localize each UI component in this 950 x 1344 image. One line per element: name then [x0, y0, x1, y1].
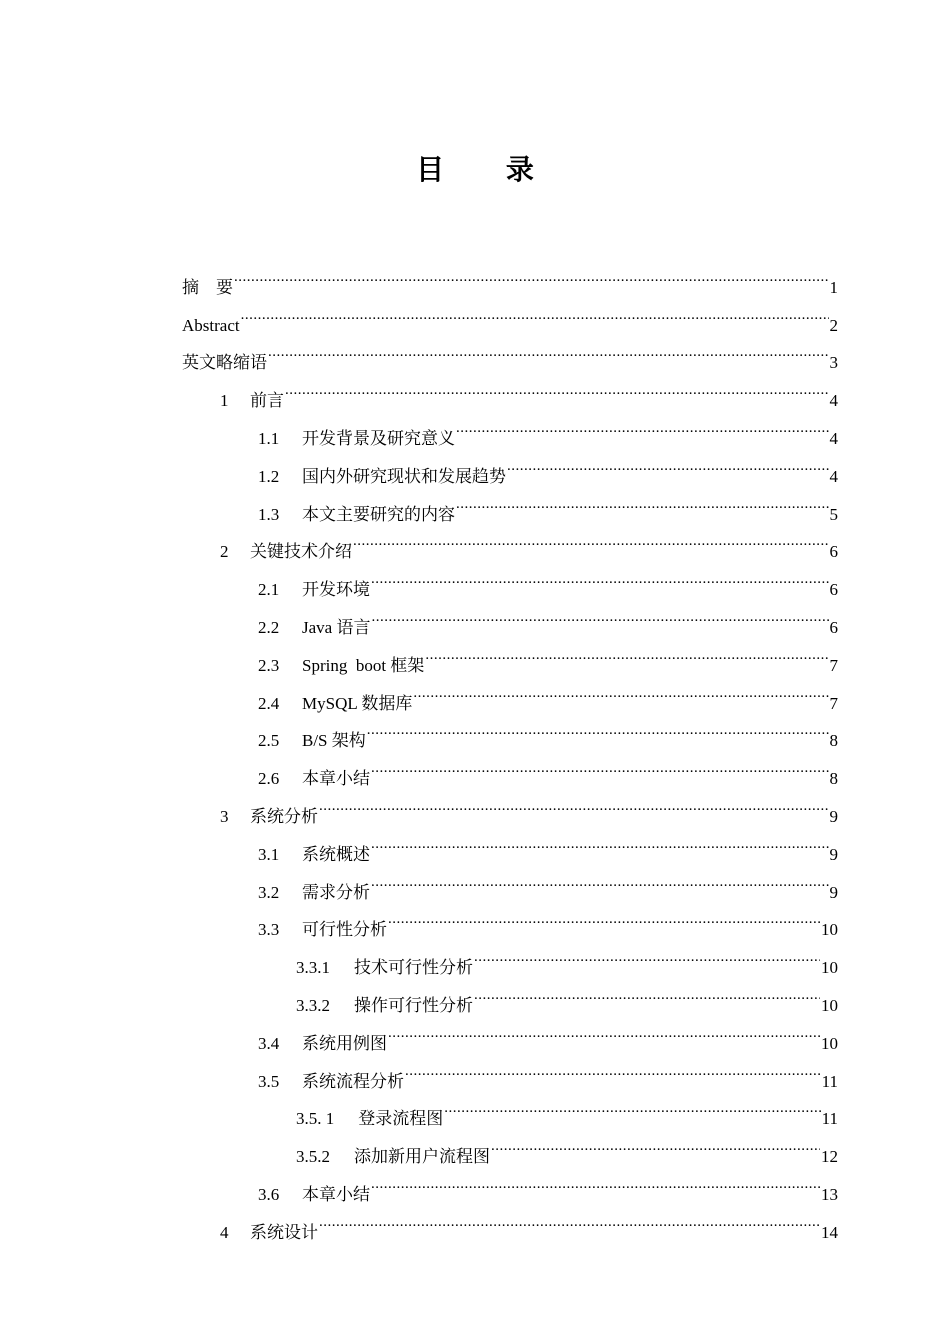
- toc-entry-number: 3.6: [258, 1184, 280, 1204]
- toc-entry-page-number: 9: [829, 844, 838, 864]
- toc-entry-page-number: 8: [829, 769, 838, 789]
- toc-entry-label: 系统流程分析: [302, 1071, 404, 1091]
- toc-title: 目 录: [416, 153, 560, 186]
- toc-entry[interactable]: [182, 973, 838, 1015]
- toc-entry-label: 登录流程图: [354, 1109, 444, 1129]
- toc-dot-leader: [371, 860, 829, 898]
- toc-entry-number: 3.5. 1: [296, 1109, 335, 1129]
- toc-entry-page-number: 2: [829, 315, 838, 335]
- toc-entry-page-number: 6: [829, 617, 838, 637]
- toc-dot-leader: [241, 293, 829, 331]
- toc-entry-label: 系统概述: [302, 844, 370, 864]
- toc-entry-number: 2.1: [258, 580, 280, 600]
- toc-entry-number: 2: [220, 542, 229, 562]
- toc-dot-leader: [388, 1011, 820, 1049]
- toc-entry-page-number: 7: [829, 693, 838, 713]
- toc-entry-label: 国内外研究现状和发展趋势: [302, 466, 506, 486]
- toc-dot-leader: [371, 822, 829, 860]
- table-of-contents: [182, 255, 838, 1242]
- toc-entry-number: 3.5: [258, 1071, 280, 1091]
- toc-dot-leader: [405, 1049, 821, 1087]
- toc-entry-page-number: 11: [821, 1109, 838, 1129]
- toc-entry-number: 3: [220, 806, 229, 826]
- toc-dot-leader: [353, 520, 829, 558]
- toc-entry-page-number: 6: [829, 580, 838, 600]
- toc-entry-label: Spring boot 框架: [302, 655, 425, 675]
- toc-dot-leader: [413, 671, 828, 709]
- toc-dot-leader: [371, 557, 829, 595]
- toc-entry-label: 系统分析: [250, 806, 318, 826]
- toc-entry-number: 2.4: [258, 693, 280, 713]
- toc-entry-page-number: 6: [829, 542, 838, 562]
- toc-dot-leader: [507, 444, 829, 482]
- toc-entry-label: 需求分析: [302, 882, 370, 902]
- toc-entry-number: 3.3.1: [296, 958, 330, 978]
- toc-entry-number: 2.2: [258, 617, 280, 637]
- toc-dot-leader: [456, 482, 829, 520]
- toc-entry-label: 本章小结: [302, 1184, 370, 1204]
- toc-entry-number: 3.3: [258, 920, 280, 940]
- toc-entry-page-number: 13: [821, 1184, 838, 1204]
- toc-entry-page-number: 4: [829, 428, 838, 448]
- toc-entry-label: 系统设计: [250, 1222, 318, 1242]
- toc-entry-label: 开发背景及研究意义: [302, 428, 455, 448]
- toc-entry-number: 2.3: [258, 655, 280, 675]
- toc-entry-page-number: 12: [821, 1147, 838, 1167]
- toc-entry-label: 添加新用户流程图: [354, 1147, 490, 1167]
- toc-dot-leader: [425, 633, 828, 671]
- toc-dot-leader: [371, 595, 828, 633]
- toc-dot-leader: [388, 898, 820, 936]
- toc-entry-number: 3.3.2: [296, 995, 330, 1015]
- toc-entry-page-number: 10: [821, 920, 838, 940]
- toc-entry-number: 1.2: [258, 466, 280, 486]
- toc-entry-page-number: 11: [821, 1071, 838, 1091]
- toc-entry[interactable]: [182, 1124, 838, 1167]
- toc-entry-page-number: 10: [821, 958, 838, 978]
- toc-entry-label: Java 语言: [302, 617, 371, 637]
- toc-entry-number: 2.6: [258, 769, 280, 789]
- toc-entry-page-number: 14: [821, 1222, 838, 1242]
- toc-entry-label: 关键技术介绍: [250, 542, 352, 562]
- toc-entry[interactable]: [182, 255, 838, 297]
- toc-entry-label: 本章小结: [302, 769, 370, 789]
- toc-entry-page-number: 8: [829, 731, 838, 751]
- toc-entry[interactable]: [182, 293, 838, 335]
- toc-entry-number: 2.5: [258, 731, 280, 751]
- toc-entry-number: 4: [220, 1222, 229, 1242]
- toc-dot-leader: [474, 973, 820, 1011]
- toc-entry-page-number: 10: [821, 995, 838, 1015]
- toc-entry[interactable]: [182, 331, 838, 373]
- toc-dot-leader: [456, 406, 829, 444]
- toc-dot-leader: [285, 368, 829, 406]
- toc-entry-label: B/S 架构: [302, 731, 366, 751]
- toc-entry-page-number: 9: [829, 882, 838, 902]
- toc-entry-page-number: 4: [829, 466, 838, 486]
- toc-entry-page-number: 9: [829, 806, 838, 826]
- toc-entry-number: 1: [220, 391, 229, 411]
- toc-entry-page-number: 4: [829, 391, 838, 411]
- toc-entry-number: 1.3: [258, 504, 280, 524]
- toc-dot-leader: [319, 1200, 820, 1238]
- toc-dot-leader: [474, 935, 820, 973]
- toc-entry-label: 摘 要: [182, 277, 233, 297]
- toc-entry-label: Abstract: [182, 315, 240, 335]
- toc-entry-label: 开发环境: [302, 580, 370, 600]
- toc-entry-page-number: 10: [821, 1033, 838, 1053]
- toc-entry-number: 3.2: [258, 882, 280, 902]
- toc-entry-number: 3.4: [258, 1033, 280, 1053]
- toc-entry-number: 3.1: [258, 844, 280, 864]
- toc-dot-leader: [268, 331, 829, 369]
- toc-entry-label: 系统用例图: [302, 1033, 387, 1053]
- toc-entry-label: 英文略缩语: [182, 353, 267, 373]
- toc-dot-leader: [234, 255, 829, 293]
- toc-entry-page-number: 5: [829, 504, 838, 524]
- toc-dot-leader: [371, 746, 829, 784]
- toc-entry-page-number: 1: [829, 277, 838, 297]
- toc-entry[interactable]: [182, 1011, 838, 1053]
- toc-entry-label: 技术可行性分析: [354, 958, 473, 978]
- toc-entry-label: 操作可行性分析: [354, 995, 473, 1015]
- toc-entry-label: 前言: [250, 391, 284, 411]
- toc-entry-label: MySQL 数据库: [302, 693, 413, 713]
- toc-entry[interactable]: [182, 368, 838, 411]
- toc-dot-leader: [371, 1162, 820, 1200]
- toc-entry-label: 本文主要研究的内容: [302, 504, 455, 524]
- toc-dot-leader: [319, 784, 829, 822]
- toc-entry-page-number: 7: [829, 655, 838, 675]
- toc-dot-leader: [444, 1087, 820, 1125]
- toc-entry[interactable]: [182, 1162, 838, 1204]
- toc-dot-leader: [491, 1124, 820, 1162]
- toc-entry-number: 3.5.2: [296, 1147, 330, 1167]
- toc-dot-leader: [367, 709, 829, 747]
- toc-entry-label: 可行性分析: [302, 920, 387, 940]
- toc-entry-number: 1.1: [258, 428, 280, 448]
- toc-entry-page-number: 3: [829, 353, 838, 373]
